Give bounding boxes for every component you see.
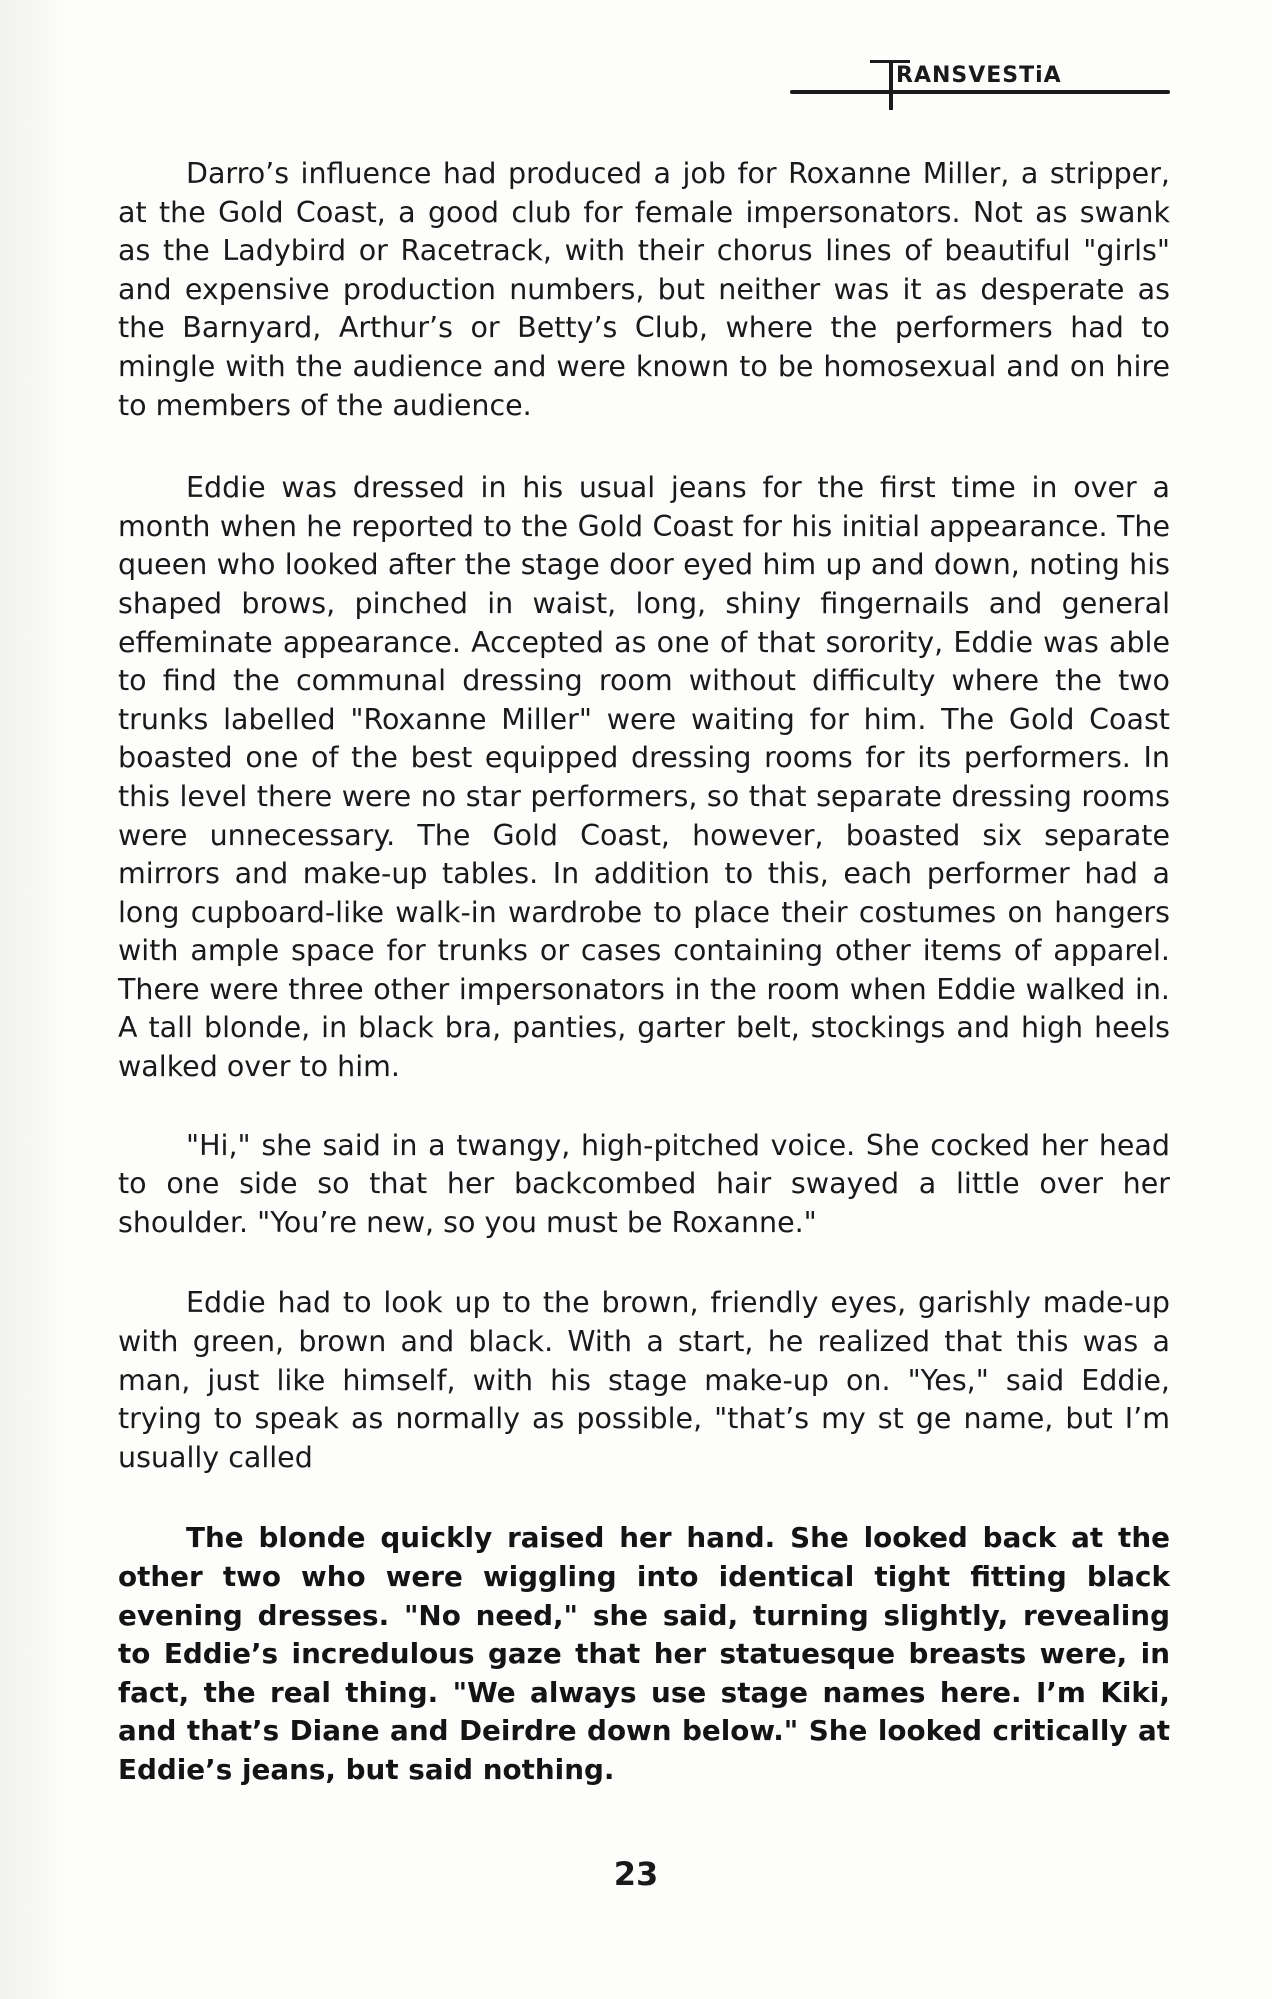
paragraph-2: Eddie was dressed in his usual jeans for the first time in over a month when he reported to the Gold Coast for his initial appearance. The queen who looked after the stage door eyed him up and down, noting his shaped brows, pinched in waist, long, shiny fingernails and general effeminate appearance. Accepted as one of that sorority, Eddie was able to find the communal dressing room without difficulty where the two trunks labelled "Roxanne Miller" were waiting for him. The Gold Coast boasted one of the best equipped dressing rooms for its performers. In this level there were no star performers, so that separate dressing rooms were unnecessary. The Gold Coast, however, boasted six separate mirrors and make-up tables. In addition to this, each performer had a long cupboard-like walk-in wardrobe to place their costumes on hangers with ample space for trunks or cases containing other items of apparel. There were three other impersonators in the room when Eddie walked in. A tall blonde, in black bra, panties, garter belt, stockings and high heels walked over to him. xyxy=(118,471,1170,1084)
page-number: 23 xyxy=(613,1855,659,1893)
paragraph-4: Eddie had to look up to the brown, friendly eyes, garishly made-up with green, brown and black. With a start, he realized that this was a man, just like himself, with his stage make-up on. "Yes," said Eddie, trying to speak as normally as possible, "that’s my st ge name, but I’m usually called xyxy=(118,1286,1170,1474)
body-text xyxy=(118,155,1170,1790)
header-t-stem xyxy=(889,60,893,110)
header-rule xyxy=(790,90,1170,94)
running-header xyxy=(790,60,1170,110)
paragraph-3: "Hi," she said in a twangy, high-pitched voice. She cocked her head to one side so that her backcombed hair swayed a little over her shoulder. "You’re new, so you must be Roxanne." xyxy=(118,1128,1170,1239)
magazine-title: RANSVESTiA xyxy=(896,63,1062,88)
paragraph-1: Darro’s influence had produced a job for Roxanne Miller, a stripper, at the Gold Coast, a good club for female impersonators. Not as swank as the Ladybird or Racetrack, with their chorus lines of beautiful "girls" and expensive production numbers, but neither was it as desperate as the Barnyard, Arthur’s or Betty’s Club, where the performers had to mingle with the audience and were known to be homosexual and on hire to members of the audience. xyxy=(118,157,1170,422)
paragraph-5: The blonde quickly raised her hand. She looked back at the other two who were wiggling into identical tight fitting black evening dresses. "No need," she said, turning slightly, revealing to Eddie’s incredulous gaze that her statuesque breasts were, in fact, the real thing. "We always use stage names here. I’m Kiki, and that’s Diane and Deirdre down below." She looked critically at Eddie’s jeans, but said nothing. xyxy=(118,1521,1170,1786)
